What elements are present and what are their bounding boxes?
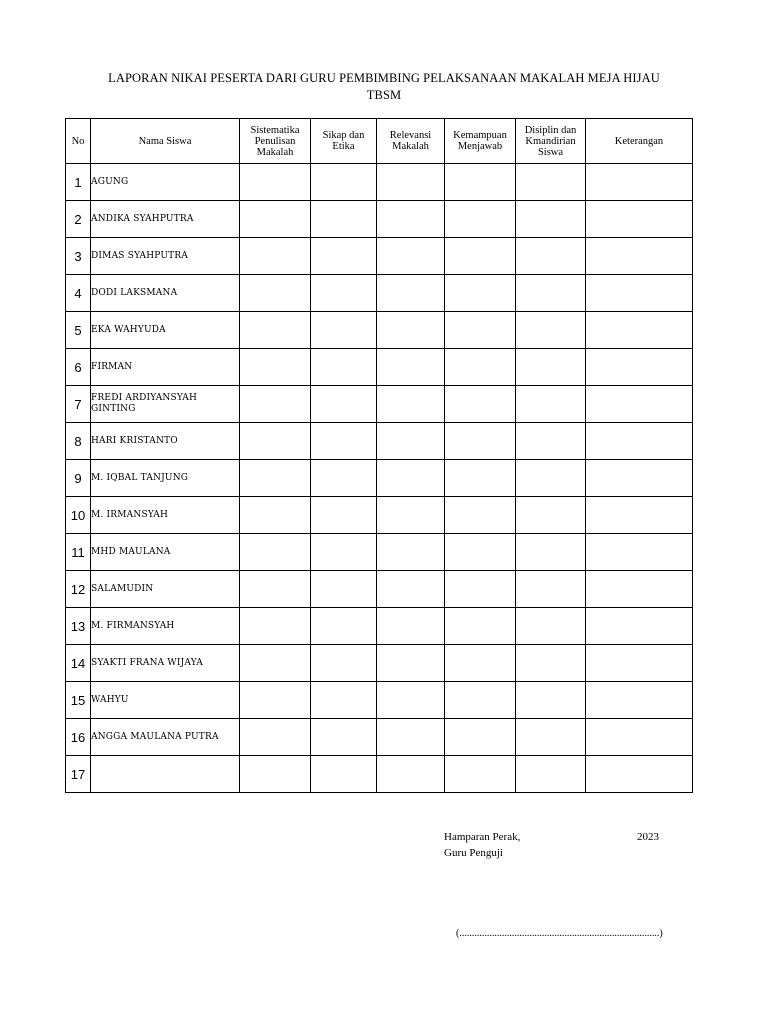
- score-sistematika: [240, 534, 311, 571]
- keterangan-cell: [586, 238, 693, 275]
- score-relevansi: [377, 238, 445, 275]
- score-sikap: [311, 275, 377, 312]
- row-number: 14: [66, 645, 91, 682]
- table-row: [66, 682, 693, 719]
- score-sikap: [311, 460, 377, 497]
- header-no: No: [66, 119, 91, 164]
- table-header-row: [66, 119, 693, 164]
- row-number: 5: [66, 312, 91, 349]
- score-disiplin: [516, 534, 586, 571]
- keterangan-cell: [586, 201, 693, 238]
- score-disiplin: [516, 608, 586, 645]
- score-disiplin: [516, 719, 586, 756]
- score-sistematika: [240, 645, 311, 682]
- score-sikap: [311, 386, 377, 423]
- score-relevansi: [377, 756, 445, 793]
- score-sikap: [311, 756, 377, 793]
- row-number: 7: [66, 386, 91, 423]
- score-relevansi: [377, 386, 445, 423]
- score-sistematika: [240, 460, 311, 497]
- row-number: 16: [66, 719, 91, 756]
- row-number: 10: [66, 497, 91, 534]
- student-name: WAHYU: [91, 682, 240, 719]
- row-number: 6: [66, 349, 91, 386]
- score-kemampuan: [445, 571, 516, 608]
- score-disiplin: [516, 201, 586, 238]
- score-sikap: [311, 423, 377, 460]
- grades-table: [65, 118, 693, 793]
- score-kemampuan: [445, 608, 516, 645]
- score-relevansi: [377, 312, 445, 349]
- keterangan-cell: [586, 275, 693, 312]
- score-relevansi: [377, 349, 445, 386]
- score-disiplin: [516, 164, 586, 201]
- header-disiplin: Disiplin dan Kmandirian Siswa: [516, 119, 586, 164]
- row-number: 15: [66, 682, 91, 719]
- table-row: [66, 571, 693, 608]
- table-row: [66, 423, 693, 460]
- student-name: M. IQBAL TANJUNG: [91, 460, 240, 497]
- score-disiplin: [516, 756, 586, 793]
- keterangan-cell: [586, 497, 693, 534]
- score-sikap: [311, 645, 377, 682]
- row-number: 13: [66, 608, 91, 645]
- student-name: M. FIRMANSYAH: [91, 608, 240, 645]
- score-relevansi: [377, 497, 445, 534]
- score-sistematika: [240, 312, 311, 349]
- table-row: [66, 349, 693, 386]
- score-relevansi: [377, 682, 445, 719]
- score-sistematika: [240, 719, 311, 756]
- keterangan-cell: [586, 460, 693, 497]
- student-name: M. IRMANSYAH: [91, 497, 240, 534]
- score-disiplin: [516, 312, 586, 349]
- score-sikap: [311, 238, 377, 275]
- score-kemampuan: [445, 164, 516, 201]
- score-kemampuan: [445, 275, 516, 312]
- score-relevansi: [377, 608, 445, 645]
- table-row: [66, 201, 693, 238]
- student-name: DODI LAKSMANA: [91, 275, 240, 312]
- score-relevansi: [377, 460, 445, 497]
- score-sistematika: [240, 423, 311, 460]
- score-sistematika: [240, 164, 311, 201]
- score-kemampuan: [445, 423, 516, 460]
- score-disiplin: [516, 423, 586, 460]
- score-sistematika: [240, 238, 311, 275]
- score-sikap: [311, 349, 377, 386]
- score-sistematika: [240, 275, 311, 312]
- keterangan-cell: [586, 571, 693, 608]
- score-kemampuan: [445, 497, 516, 534]
- score-disiplin: [516, 460, 586, 497]
- score-relevansi: [377, 164, 445, 201]
- row-number: 2: [66, 201, 91, 238]
- signature-line: (................................................................................): [456, 928, 663, 939]
- keterangan-cell: [586, 386, 693, 423]
- score-relevansi: [377, 571, 445, 608]
- student-name: MHD MAULANA: [91, 534, 240, 571]
- table-row: [66, 608, 693, 645]
- score-relevansi: [377, 719, 445, 756]
- score-disiplin: [516, 682, 586, 719]
- title-line-1: LAPORAN NIKAI PESERTA DARI GURU PEMBIMBING PELAKSANAAN MAKALAH MEJA HIJAU: [108, 71, 660, 85]
- student-name: ANDIKA SYAHPUTRA: [91, 201, 240, 238]
- row-number: 11: [66, 534, 91, 571]
- student-name: DIMAS SYAHPUTRA: [91, 238, 240, 275]
- table-row: [66, 534, 693, 571]
- score-disiplin: [516, 238, 586, 275]
- score-sistematika: [240, 756, 311, 793]
- header-keterangan: Keterangan: [586, 119, 693, 164]
- table-row: [66, 645, 693, 682]
- keterangan-cell: [586, 645, 693, 682]
- table-row: [66, 497, 693, 534]
- keterangan-cell: [586, 349, 693, 386]
- student-name: [91, 756, 240, 793]
- row-number: 17: [66, 756, 91, 793]
- keterangan-cell: [586, 608, 693, 645]
- header-sikap: Sikap dan Etika: [311, 119, 377, 164]
- signature-place: Hamparan Perak,: [444, 831, 521, 843]
- score-relevansi: [377, 423, 445, 460]
- score-disiplin: [516, 497, 586, 534]
- score-relevansi: [377, 275, 445, 312]
- score-kemampuan: [445, 238, 516, 275]
- score-kemampuan: [445, 534, 516, 571]
- score-sistematika: [240, 386, 311, 423]
- score-sikap: [311, 682, 377, 719]
- score-sikap: [311, 497, 377, 534]
- row-number: 3: [66, 238, 91, 275]
- score-sikap: [311, 571, 377, 608]
- score-sistematika: [240, 571, 311, 608]
- student-name: AGUNG: [91, 164, 240, 201]
- signature-year: 2023: [637, 831, 659, 843]
- score-sikap: [311, 719, 377, 756]
- row-number: 4: [66, 275, 91, 312]
- score-sistematika: [240, 349, 311, 386]
- table-row: [66, 460, 693, 497]
- score-kemampuan: [445, 645, 516, 682]
- title-line-2: TBSM: [366, 88, 402, 102]
- student-name: HARI KRISTANTO: [91, 423, 240, 460]
- score-sikap: [311, 312, 377, 349]
- keterangan-cell: [586, 756, 693, 793]
- score-kemampuan: [445, 460, 516, 497]
- score-kemampuan: [445, 201, 516, 238]
- score-kemampuan: [445, 386, 516, 423]
- table-row: [66, 275, 693, 312]
- student-name: SYAKTI FRANA WIJAYA: [91, 645, 240, 682]
- score-sikap: [311, 534, 377, 571]
- score-kemampuan: [445, 349, 516, 386]
- score-relevansi: [377, 201, 445, 238]
- row-number: 12: [66, 571, 91, 608]
- score-sistematika: [240, 682, 311, 719]
- keterangan-cell: [586, 534, 693, 571]
- score-sistematika: [240, 608, 311, 645]
- table-row: [66, 238, 693, 275]
- score-sistematika: [240, 497, 311, 534]
- header-kemampuan: Kemampuan Menjawab: [445, 119, 516, 164]
- score-disiplin: [516, 386, 586, 423]
- score-relevansi: [377, 534, 445, 571]
- keterangan-cell: [586, 312, 693, 349]
- score-sistematika: [240, 201, 311, 238]
- score-kemampuan: [445, 682, 516, 719]
- student-name: EKA WAHYUDA: [91, 312, 240, 349]
- table-row: [66, 386, 693, 423]
- score-disiplin: [516, 571, 586, 608]
- score-kemampuan: [445, 756, 516, 793]
- score-sikap: [311, 164, 377, 201]
- student-name: FIRMAN: [91, 349, 240, 386]
- score-disiplin: [516, 645, 586, 682]
- score-kemampuan: [445, 719, 516, 756]
- header-sistematika: Sistematika Penulisan Makalah: [240, 119, 311, 164]
- keterangan-cell: [586, 164, 693, 201]
- row-number: 9: [66, 460, 91, 497]
- table-body: [66, 164, 693, 793]
- score-sikap: [311, 201, 377, 238]
- keterangan-cell: [586, 719, 693, 756]
- keterangan-cell: [586, 682, 693, 719]
- header-name: Nama Siswa: [91, 119, 240, 164]
- score-relevansi: [377, 645, 445, 682]
- table-row: [66, 164, 693, 201]
- score-disiplin: [516, 349, 586, 386]
- examiner-label: Guru Penguji: [444, 847, 503, 859]
- table-row: [66, 719, 693, 756]
- score-kemampuan: [445, 312, 516, 349]
- header-relevansi: Relevansi Makalah: [377, 119, 445, 164]
- table-row: [66, 312, 693, 349]
- student-name: FREDI ARDIYANSYAH GINTING: [91, 386, 240, 423]
- keterangan-cell: [586, 423, 693, 460]
- table-row: [66, 756, 693, 793]
- score-disiplin: [516, 275, 586, 312]
- row-number: 1: [66, 164, 91, 201]
- document-title: [60, 70, 708, 104]
- student-name: ANGGA MAULANA PUTRA: [91, 719, 240, 756]
- row-number: 8: [66, 423, 91, 460]
- score-sikap: [311, 608, 377, 645]
- student-name: SALAMUDIN: [91, 571, 240, 608]
